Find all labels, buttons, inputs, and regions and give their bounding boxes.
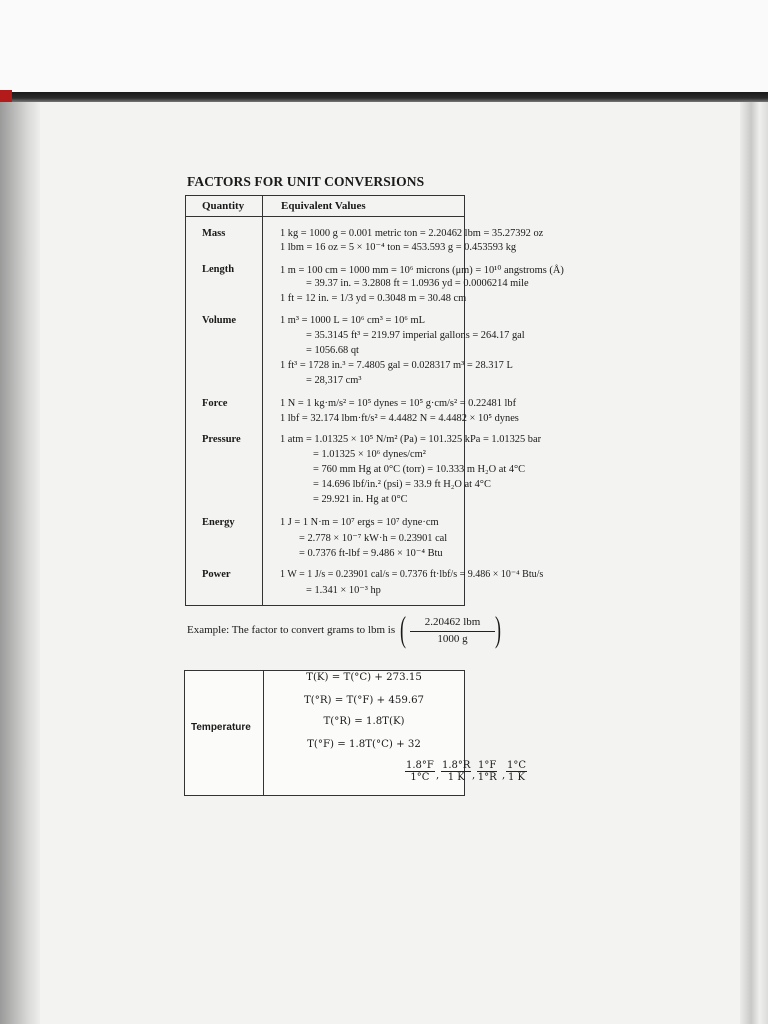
page-gutter-shadow <box>0 102 40 1024</box>
table-header-divider <box>185 216 465 217</box>
example-text: Example: The factor to convert grams to lbm is <box>187 624 396 636</box>
quantity-mass: Mass <box>202 228 226 239</box>
header-quantity: Quantity <box>202 200 245 212</box>
right-paren: ) <box>495 609 501 649</box>
pressure-line-1: 1 atm = 1.01325 × 10⁵ N/m² (Pa) = 101.325 kPa = 1.01325 bar <box>280 434 542 445</box>
temp-eq-rankine-kelvin: T(°R) = 1.8T(K) <box>323 716 405 727</box>
pressure-line-2: = 1.01325 × 10⁶ dynes/cm² <box>313 449 426 460</box>
temp-eq-rankine-fahrenheit: T(°R) = T(°F) + 459.67 <box>303 695 425 706</box>
length-line-2: = 39.37 in. = 3.2808 ft = 1.0936 yd = 0.0006214 mile <box>306 278 529 289</box>
length-line-1: 1 m = 100 cm = 1000 mm = 10⁶ microns (μm) = 10¹⁰ angstroms (Å) <box>280 265 564 276</box>
temp-eq-kelvin: T(K) = T(°C) + 273.15 <box>306 672 422 683</box>
ratio-f-per-c-num: 1.8°F <box>406 760 434 771</box>
ratio-c-per-k-den: 1 K <box>508 772 526 783</box>
ratio-f-per-c <box>405 760 435 783</box>
energy-line-2: = 2.778 × 10⁻⁷ kW·h = 0.23901 cal <box>299 533 448 544</box>
ratio-r-per-k-den: 1 K <box>447 772 465 783</box>
ratio-f-per-c-den: 1°C <box>410 772 430 783</box>
temperature-label: Temperature <box>191 722 251 733</box>
ratio-separator: , <box>472 770 476 781</box>
quantity-volume: Volume <box>202 315 237 326</box>
ratio-r-per-k-num: 1.8°R <box>442 760 471 771</box>
mass-line-1: 1 kg = 1000 g = 0.001 metric ton = 2.20462 lbm = 35.27392 oz <box>280 228 544 239</box>
quantity-power: Power <box>202 569 231 580</box>
scan-background <box>0 0 768 92</box>
force-line-1: 1 N = 1 kg·m/s² = 10⁵ dynes = 10⁵ g·cm/s² = 0.22481 lbf <box>280 398 517 409</box>
quantity-force: Force <box>202 398 228 409</box>
ratio-r-per-k <box>441 760 471 783</box>
volume-line-2: = 35.3145 ft³ = 219.97 imperial gallons = 264.17 gal <box>306 330 525 341</box>
volume-line-1: 1 m³ = 1000 L = 10⁶ cm³ = 10⁶ mL <box>280 315 425 326</box>
table-column-divider <box>262 195 263 606</box>
ratio-f-per-r-num: 1°F <box>478 760 497 771</box>
mass-line-2: 1 lbm = 16 oz = 5 × 10⁻⁴ ton = 453.593 g = 0.453593 kg <box>280 242 517 253</box>
power-line-2: = 1.341 × 10⁻³ hp <box>306 585 381 596</box>
page-right-edge-shadow <box>740 102 768 1024</box>
quantity-pressure: Pressure <box>202 434 241 445</box>
power-line-1: 1 W = 1 J/s = 0.23901 cal/s = 0.7376 ft·lbf/s = 9.486 × 10⁻⁴ Btu/s <box>280 569 544 580</box>
ratio-separator: , <box>502 770 506 781</box>
quantity-length: Length <box>202 264 235 275</box>
ratio-c-per-k <box>506 760 527 783</box>
ratio-f-per-r <box>477 760 497 783</box>
book-top-edge <box>0 92 768 102</box>
force-line-2: 1 lbf = 32.174 lbm·ft/s² = 4.4482 N = 4.4482 × 10⁵ dynes <box>280 413 519 424</box>
volume-line-4: 1 ft³ = 1728 in.³ = 7.4805 gal = 0.028317 m³ = 28.317 L <box>280 360 513 371</box>
ratio-f-per-r-den: 1°R <box>477 772 497 783</box>
ratio-c-per-k-num: 1°C <box>507 760 527 771</box>
ratio-separator: , <box>436 770 440 781</box>
temp-eq-fahrenheit-celsius: T(°F) = 1.8T(°C) + 32 <box>307 739 421 750</box>
energy-line-1: 1 J = 1 N·m = 10⁷ ergs = 10⁷ dyne·cm <box>280 517 439 528</box>
fraction-bar <box>410 631 495 632</box>
header-equivalent-values: Equivalent Values <box>281 200 366 212</box>
pressure-line-3: = 760 mm Hg at 0°C (torr) = 10.333 m H₂O at 4°C <box>313 464 526 475</box>
left-paren: ( <box>400 609 406 649</box>
length-line-3: 1 ft = 12 in. = 1/3 yd = 0.3048 m = 30.48 cm <box>280 293 467 304</box>
example-numerator: 2.20462 lbm <box>424 616 481 628</box>
energy-line-3: = 0.7376 ft-lbf = 9.486 × 10⁻⁴ Btu <box>299 548 443 559</box>
temperature-column-divider <box>263 670 264 796</box>
example-denominator: 1000 g <box>437 633 468 645</box>
pressure-line-5: = 29.921 in. Hg at 0°C <box>313 494 408 505</box>
quantity-energy: Energy <box>202 517 235 528</box>
pressure-line-4: = 14.696 lbf/in.² (psi) = 33.9 ft H₂O at 4°C <box>313 479 491 490</box>
page-title: FACTORS FOR UNIT CONVERSIONS <box>187 174 425 189</box>
volume-line-5: = 28,317 cm³ <box>306 375 362 386</box>
example-fraction <box>400 609 506 649</box>
volume-line-3: = 1056.68 qt <box>306 345 359 356</box>
